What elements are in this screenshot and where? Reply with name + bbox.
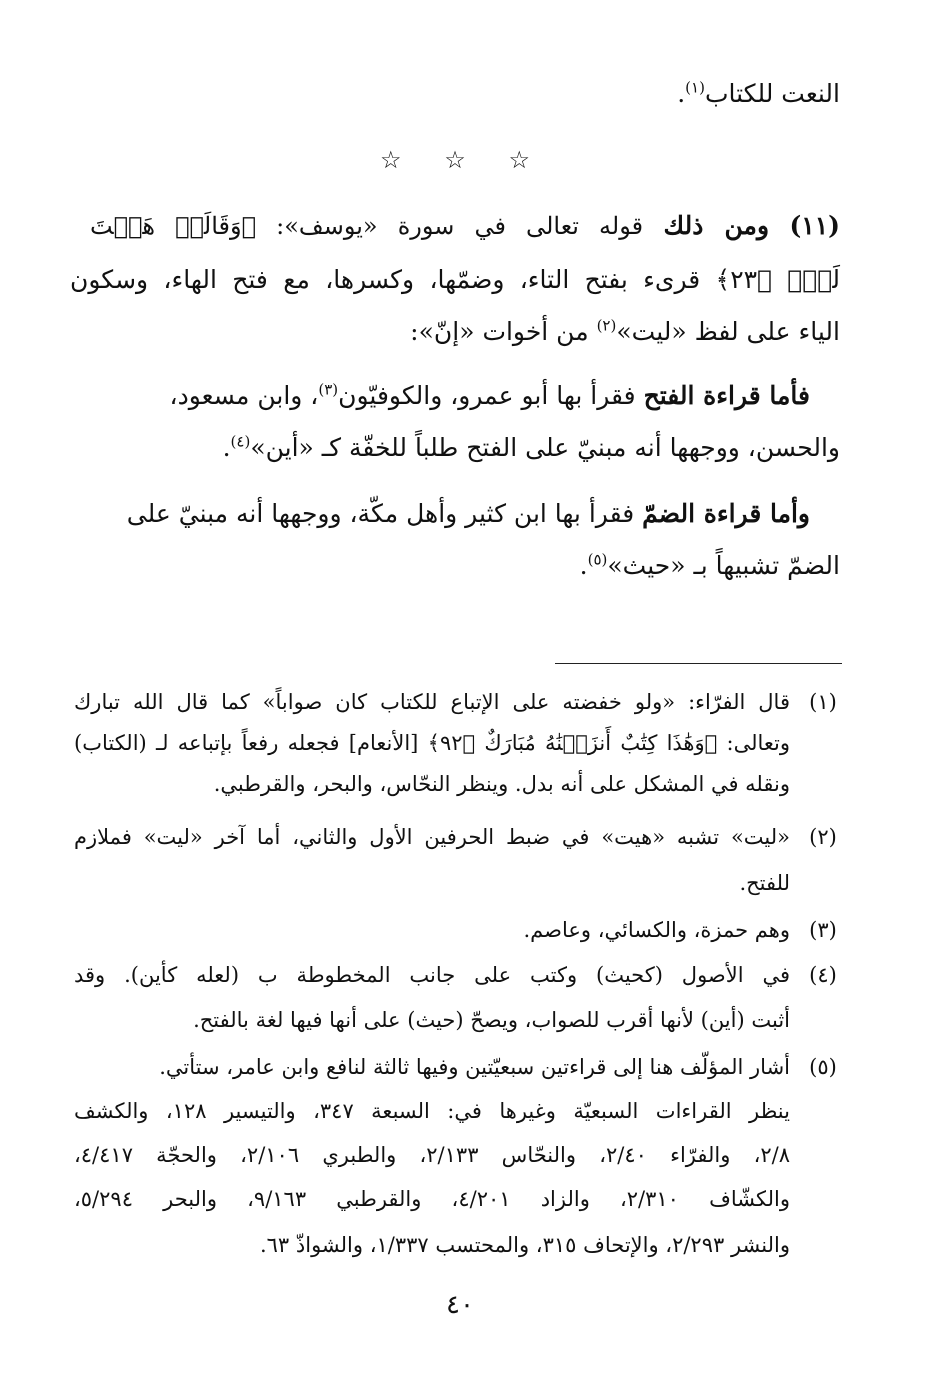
footnote-line: في الأصول (كحيث) وكتب على جانب المخطوطة ب (لعله كأين). وقد (74, 963, 790, 987)
p3-line-2 (580, 546, 840, 586)
footnote-divider (555, 663, 842, 664)
body-text: والحسن، ووجهها أنه مبنيّ على الفتح طلباً للخفّة كـ «أين» (250, 433, 840, 462)
section-separator (380, 146, 530, 182)
footnote-line: وتعالى: ﴿وَهَٰذَا كِتَٰبٌ أَنزَلۡنَٰهُ مُبَارَكٌ ﴿٩٢﴾ [الأنعام] فجعله رفعاً بإتباعه لـ (الكتاب) (74, 731, 790, 755)
p1-line-3 (410, 312, 840, 352)
footnote-line: قال الفرّاء: «ولو خفضته على الإتباع للكتاب كان صواباً» كما قال الله تبارك (74, 690, 790, 714)
footnote-line: ينظر القراءات السبعيّة وغيرها في: السبعة ٣٤٧، والتيسير ١٢٨، والكشف (74, 1099, 790, 1123)
star-icon: ☆ (508, 146, 530, 174)
body-text: النعت للكتاب (704, 79, 840, 108)
page-number: ٤٠ (446, 1290, 474, 1320)
body-text: فقرأ بها أبو عمرو، والكوفيّون (338, 381, 644, 410)
footnote-ref: (١) (685, 78, 705, 97)
footnote-number: (٥) (809, 1055, 837, 1079)
body-text: فقرأ بها ابن كثير وأهل مكّة، ووجهها أنه مبنيّ على (126, 499, 643, 528)
bold-lead: وأما قراءة الضمّ (642, 499, 810, 528)
body-text: قوله تعالى في سورة «يوسف»: ﴿وَقَالَتۡ هَيۡتَ (90, 212, 644, 240)
star-icon: ☆ (380, 146, 402, 174)
p3-line-1 (70, 494, 810, 534)
body-line-1 (677, 74, 840, 114)
body-text: من أخوات «إنّ»: (410, 317, 597, 346)
star-icon: ☆ (444, 146, 466, 174)
footnote-line: «ليت» تشبه «هيت» في ضبط الحرفين الأول والثاني، أما آخر «ليت» فملازم (74, 825, 790, 849)
footnote-line: للفتح. (739, 871, 790, 895)
footnote-ref: (٥) (587, 550, 608, 569)
footnote-number: (٤) (809, 963, 837, 987)
body-text: الياء على لفظ «ليت» (616, 317, 840, 346)
bold-lead: ومن ذلك (663, 211, 770, 240)
footnote-ref: (٢) (596, 316, 617, 335)
footnote-number: (١) (809, 690, 837, 714)
footnote-line: أشار المؤلّف هنا إلى قراءتين سبعيّتين وفيها ثالثة لنافع وابن عامر، ستأتي. (159, 1055, 790, 1079)
item-number: (١١) (789, 211, 840, 240)
footnote-line: أثبت (أين) لأنها أقرب للصواب، ويصحّ (حيث) على أنها فيها لغة بالفتح. (193, 1008, 790, 1032)
p2-line-2 (223, 428, 840, 468)
p1-line-1 (90, 206, 840, 246)
bold-lead: فأما قراءة الفتح (643, 381, 810, 410)
footnote-line: والنشر ٢/٢٩٣، والإتحاف ٣١٥، والمحتسب ١/٣٣٧، والشواذّ ٦٣. (259, 1233, 790, 1257)
footnote-line: ونقله في المشكل على أنه بدل. وينظر النحّاس، والبحر، والقرطبي. (213, 772, 790, 796)
body-text: لَكَۚ ﴿٢٣﴾ قرىء بفتح التاء، وضمّها، وكسرها، مع فتح الهاء، وسكون (70, 265, 840, 294)
p1-line-2 (70, 260, 840, 300)
body-text: الضمّ تشبيهاً بـ «حيث» (607, 551, 840, 580)
footnote-number: (٣) (809, 918, 837, 942)
punctuation: . (677, 79, 686, 108)
footnote-number: (٢) (809, 825, 837, 849)
footnote-line: وهم حمزة، والكسائي، وعاصم. (523, 918, 790, 942)
punctuation: . (222, 433, 231, 462)
footnote-line: والكشّاف ٢/٣١٠، والزاد ٤/٢٠١، والقرطبي ٩/١٦٣، والبحر ٥/٢٩٤، (74, 1187, 790, 1211)
punctuation: . (579, 551, 588, 580)
p2-line-1 (70, 376, 810, 416)
footnote-ref: (٤) (230, 432, 251, 451)
footnote-ref: (٣) (318, 380, 339, 399)
body-text: ، وابن مسعود، (169, 381, 319, 410)
footnote-line: ٢/٨، والفرّاء ٢/٤٠، والنحّاس ٢/١٣٣، والطبري ٢/١٠٦، والحجّة ٤/٤١٧، (74, 1143, 791, 1167)
